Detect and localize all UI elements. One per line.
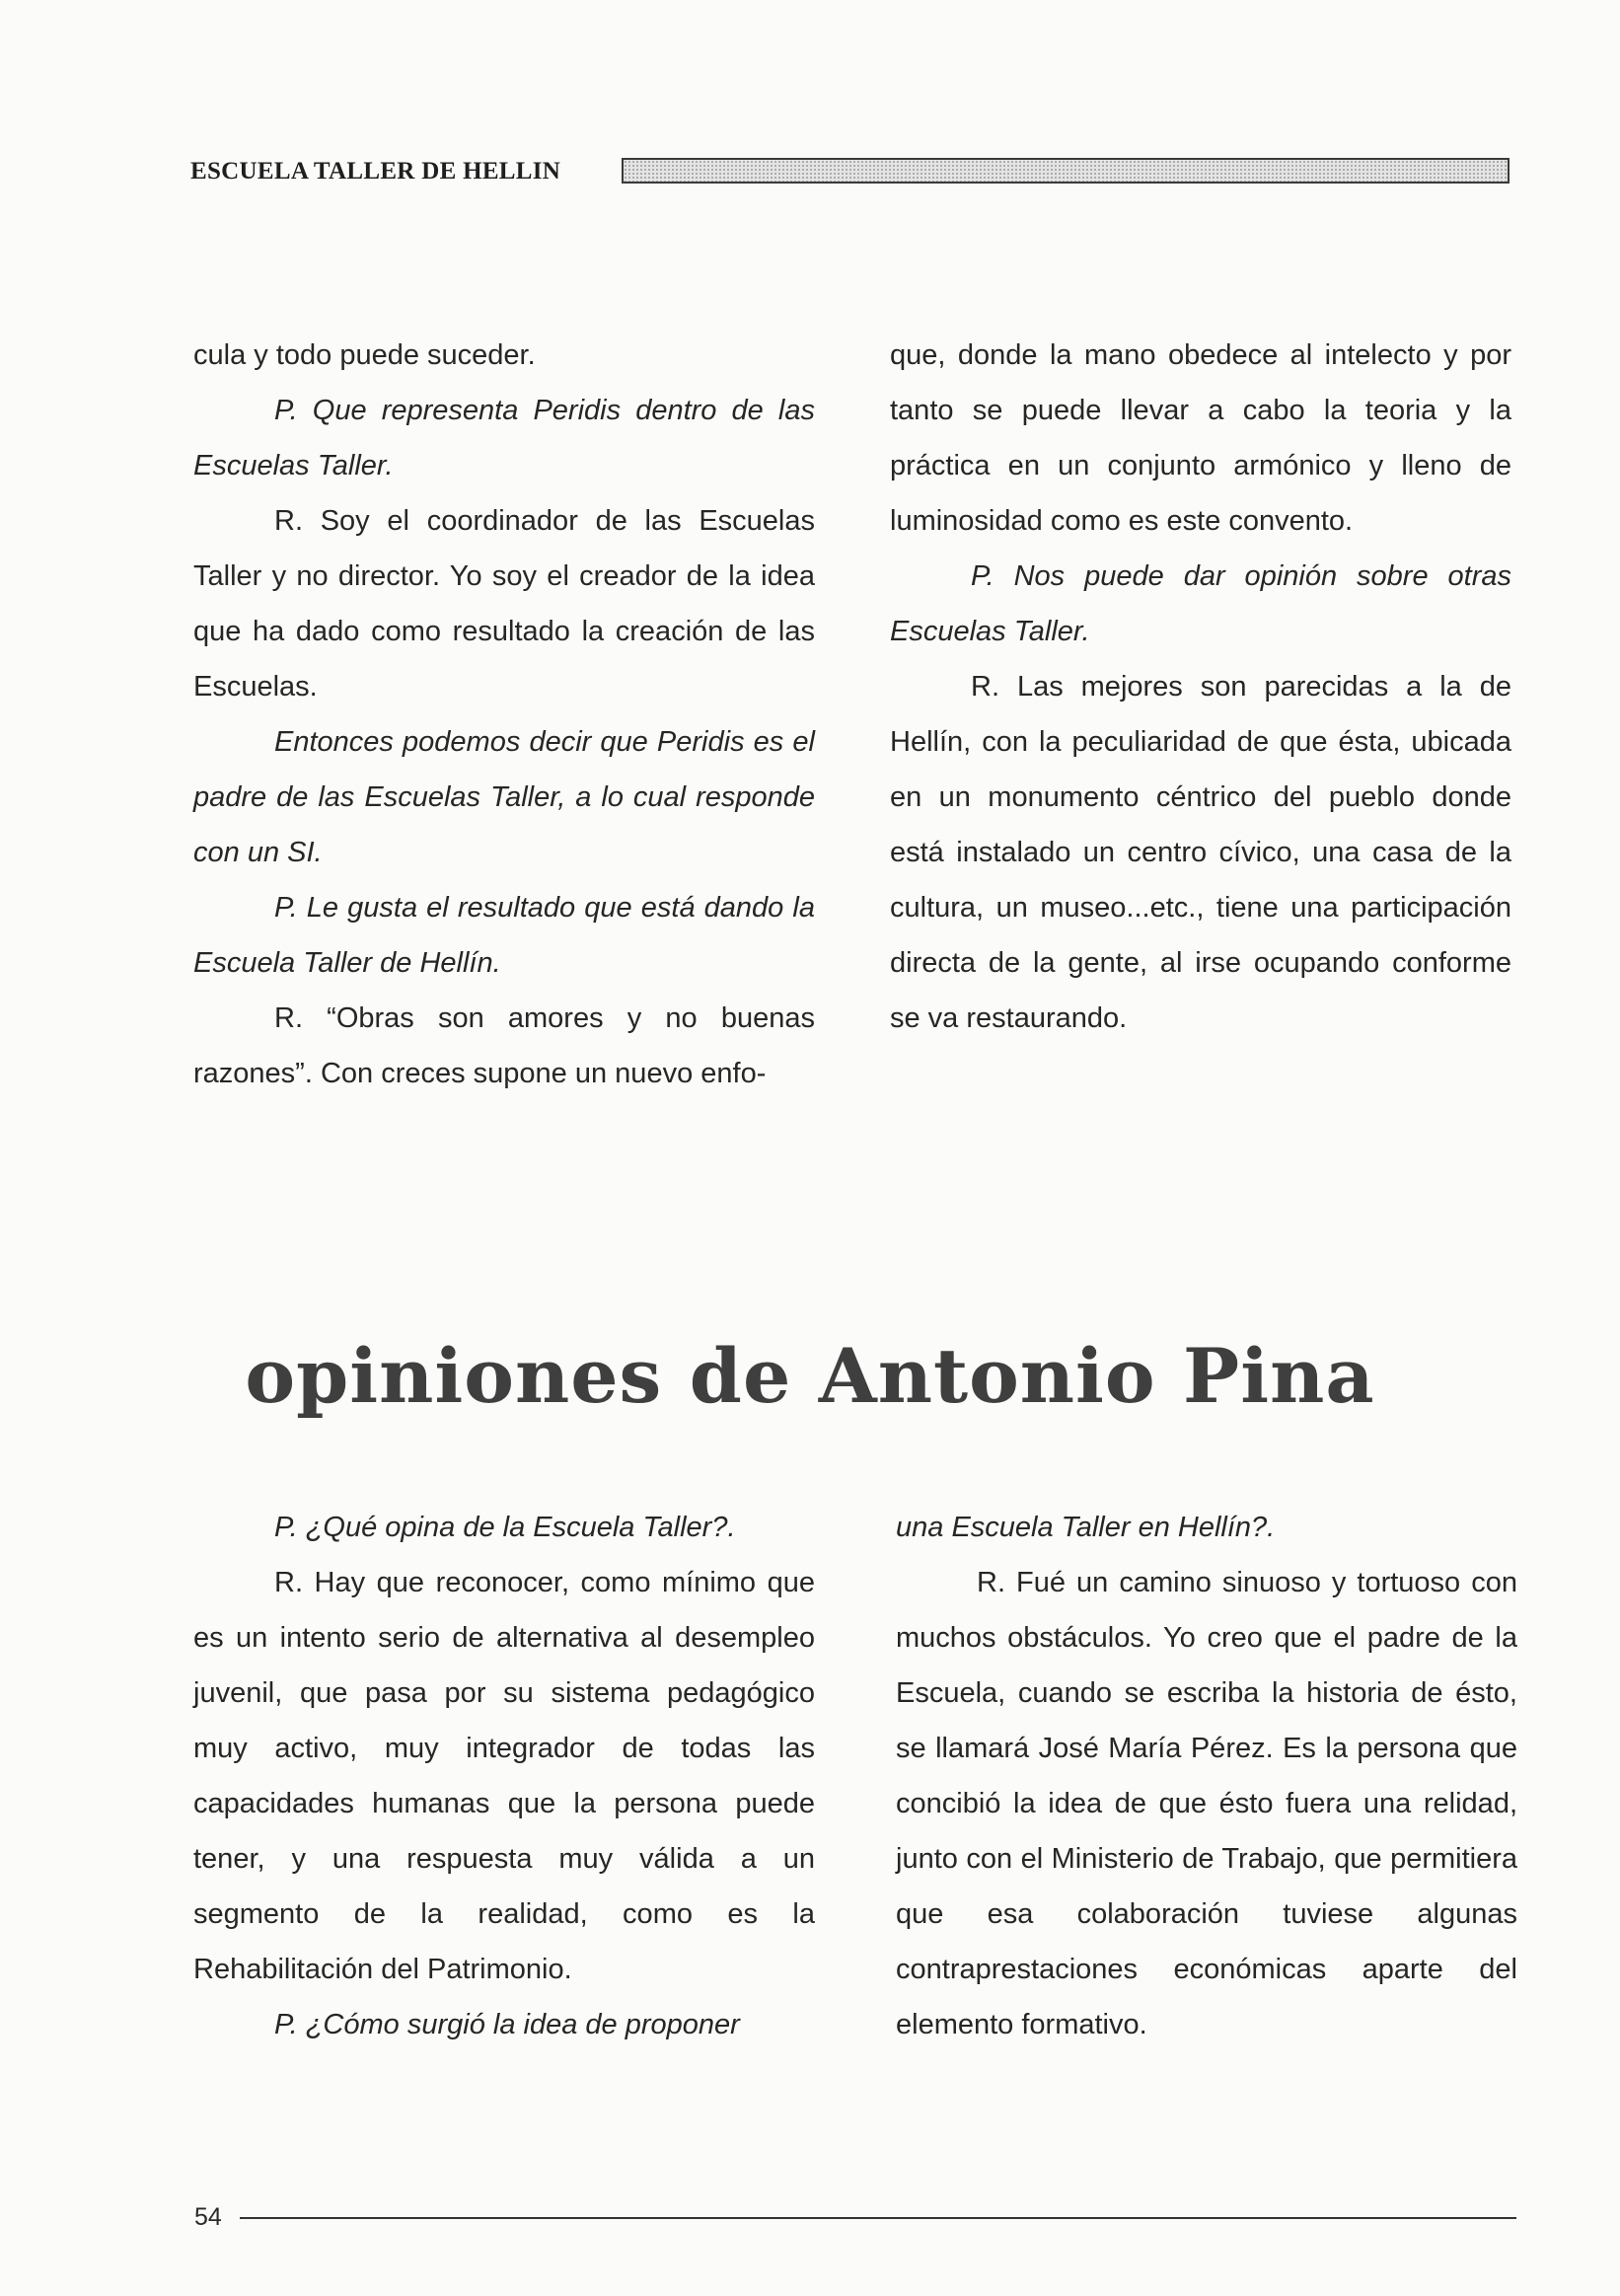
upper-left-column: [193, 328, 815, 1101]
upper-right-column: [890, 328, 1511, 1046]
question: P. Nos puede dar opinión sobre otras Escuelas Taller.: [890, 560, 1511, 647]
question: P. Que representa Peridis dentro de las Escuelas Taller.: [193, 395, 815, 481]
header-stipple-bar: [622, 158, 1510, 184]
page-number: 54: [194, 2203, 222, 2231]
footer-rule: [240, 2217, 1516, 2219]
running-header: [190, 154, 1512, 193]
question: P. ¿Qué opina de la Escuela Taller?.: [274, 1512, 736, 1543]
article-title: opiniones de Antonio Pina: [245, 1332, 1375, 1420]
answer: R. Soy el coordinador de las Escuelas Taller y no director. Yo soy el creador de la idea que ha dado como resultado la creación de las Escuelas.: [193, 505, 815, 703]
answer: R. “Obras son amores y no buenas razones”. Con creces supone un nuevo enfo-: [193, 1002, 815, 1089]
running-header-title: ESCUELA TALLER DE HELLIN: [190, 158, 561, 185]
paragraph: cula y todo puede suceder.: [193, 339, 536, 371]
answer: R. Hay que reconocer, como mínimo que es un intento serio de alternativa al desempleo juvenil, que pasa por su sistema pedagógico muy activo, muy integrador de todas las capacidades humanas que la persona puede tener, y una respuesta muy válida a un segmento de la realidad, como es la Rehabilitación del Patrimonio.: [193, 1567, 815, 1985]
question-continued: una Escuela Taller en Hellín?.: [896, 1512, 1276, 1543]
paragraph: que, donde la mano obedece al intelecto y por tanto se puede llevar a cabo la teoria y la práctica en un conjunto armónico y lleno de luminosidad como es este convento.: [890, 339, 1511, 537]
question: P. ¿Cómo surgió la idea de proponer: [274, 2009, 740, 2040]
question: P. Le gusta el resultado que está dando la Escuela Taller de Hellín.: [193, 892, 815, 979]
answer: R. Las mejores son parecidas a la de Hellín, con la peculiaridad de que ésta, ubicada en un monumento céntrico del pueblo donde está instalado un centro cívico, una casa de la cultura, un museo...etc., tiene una participación directa de la gente, al irse ocupando conforme se va restaurando.: [890, 671, 1511, 1034]
lower-left-column: [193, 1500, 815, 2052]
lower-right-column: [896, 1500, 1517, 2052]
page-footer: [194, 2203, 1516, 2233]
interviewer-note: Entonces podemos decir que Peridis es el padre de las Escuelas Taller, a lo cual responde con un SI.: [193, 726, 815, 868]
answer: R. Fué un camino sinuoso y tortuoso con muchos obstáculos. Yo creo que el padre de la Escuela, cuando se escriba la historia de ésto, se llamará José María Pérez. Es la persona que concibió la idea de que ésto fuera una relidad, junto con el Ministerio de Trabajo, que permitiera que esa colaboración tuviese algunas contraprestaciones económicas aparte del elemento formativo.: [896, 1567, 1517, 2040]
